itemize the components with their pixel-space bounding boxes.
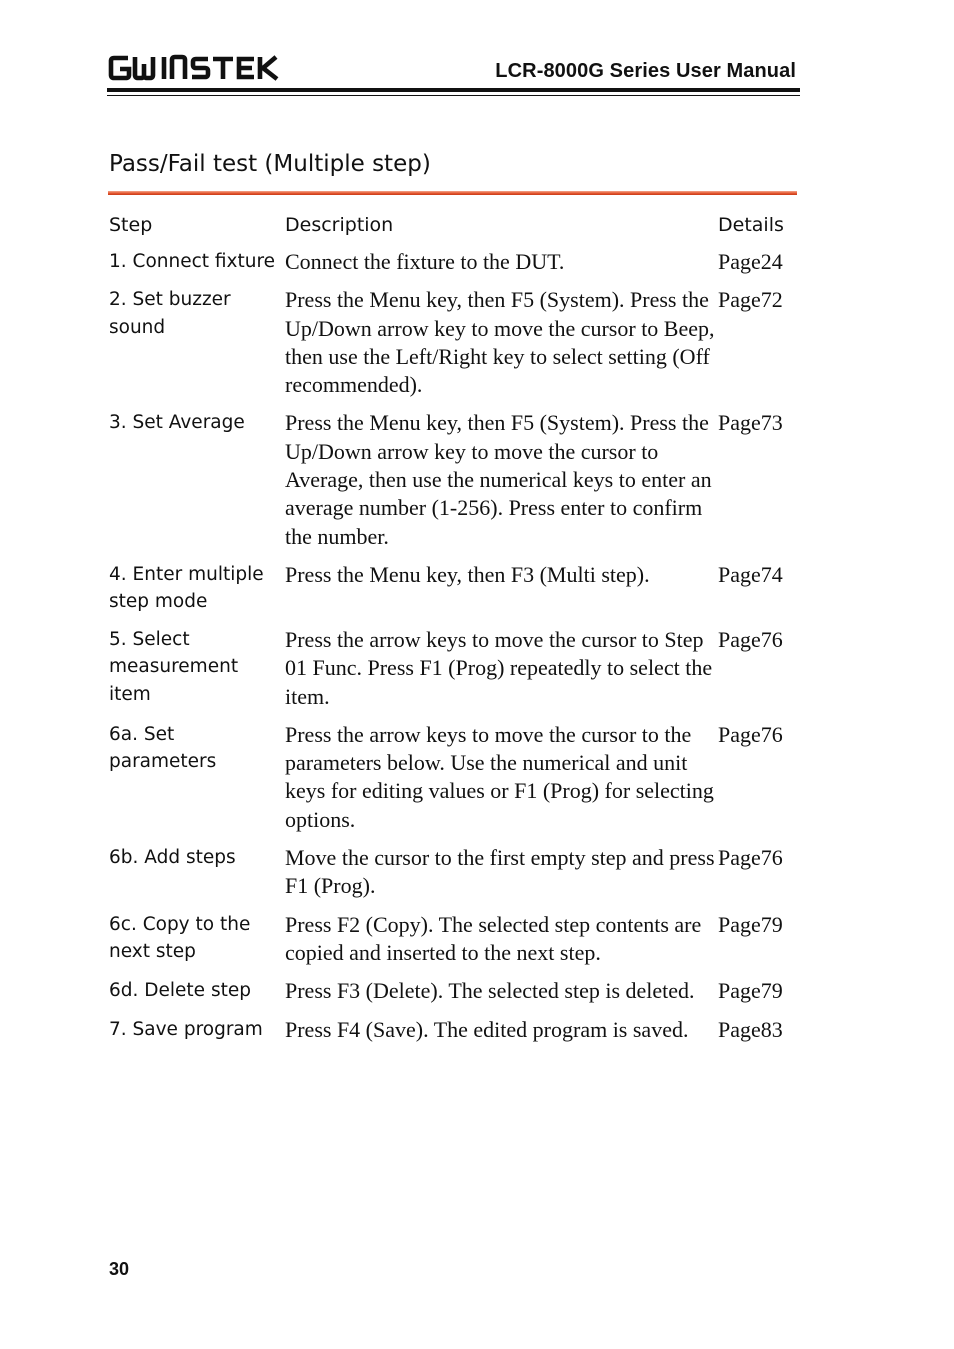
step-page-ref: Page79 [718,978,783,1004]
step-page-ref: Page79 [718,911,783,937]
table-row [109,844,799,911]
table-row [109,561,799,626]
table-row [109,286,799,409]
step-page-ref: Page73 [718,410,783,436]
step-description: Press the Menu key, then F5 (System). Press the Up/Down arrow key to move the cursor to Beep, then use the Left/Right key to select setting (Off recommended). [285,287,715,398]
header-rule-thick [107,88,800,92]
step-label: 1. Connect fixture [109,251,276,272]
header-rule-thin [107,95,800,96]
step-label: 7. Save program [109,1018,263,1040]
step-description: Press F4 (Save). The edited program is saved. [285,1016,689,1042]
step-description: Connect the fixture to the DUT. [285,249,565,274]
step-page-ref: Page74 [718,561,783,587]
header-step: Step [109,214,153,236]
step-page-ref: Page76 [718,626,783,652]
step-label: 2. Set buzzer sound [109,289,231,338]
gw-instek-logo [108,52,280,84]
steps-table [109,210,799,1054]
table-row [109,911,799,978]
table-row [109,409,799,560]
section-title: Pass/Fail test (Multiple step) [109,151,431,177]
step-page-ref: Page76 [718,845,783,871]
step-label: 6a. Set parameters [109,723,217,773]
page-number: 30 [109,1259,130,1279]
step-page-ref: Page76 [718,721,783,747]
step-description: Press the Menu key, then F3 (Multi step). [285,561,650,587]
table-row [109,721,799,844]
step-label: 6b. Add steps [109,847,236,869]
table-row [109,626,799,721]
step-label: 4. Enter multiple step mode [109,563,264,613]
step-description: Press the arrow keys to move the cursor to the parameters below. Use the numerical and unit keys for editing values or F1 (Prog) for selecting options. [285,721,714,832]
header-details: Details [718,214,784,236]
step-description: Move the cursor to the first empty step and press F1 (Prog). [285,845,715,899]
table-row [109,248,799,286]
step-page-ref: Page83 [718,1016,783,1042]
step-description: Press F3 (Delete). The selected step is deleted. [285,978,695,1004]
table-row [109,1016,799,1054]
step-page-ref: Page24 [718,249,783,274]
section-underline [108,191,797,195]
step-label: 3. Set Average [109,412,245,434]
step-label: 6d. Delete step [109,980,251,1002]
table-row [109,977,799,1015]
step-label: 5. Select measurement item [109,628,239,705]
step-description: Press F2 (Copy). The selected step contents are copied and inserted to the next step. [285,911,702,965]
table-header-row [109,210,799,248]
step-page-ref: Page72 [718,287,783,313]
step-description: Press the arrow keys to move the cursor to Step 01 Func. Press F1 (Prog) repeatedly to select the item. [285,626,713,709]
header-description: Description [285,214,394,236]
manual-title: LCR-8000G Series User Manual [495,60,796,82]
step-label: 6c. Copy to the next step [109,913,251,963]
step-description: Press the Menu key, then F5 (System). Press the Up/Down arrow key to move the cursor to Average, then use the numerical keys to enter an average number (1-256). Press enter to confirm the number. [285,410,712,549]
